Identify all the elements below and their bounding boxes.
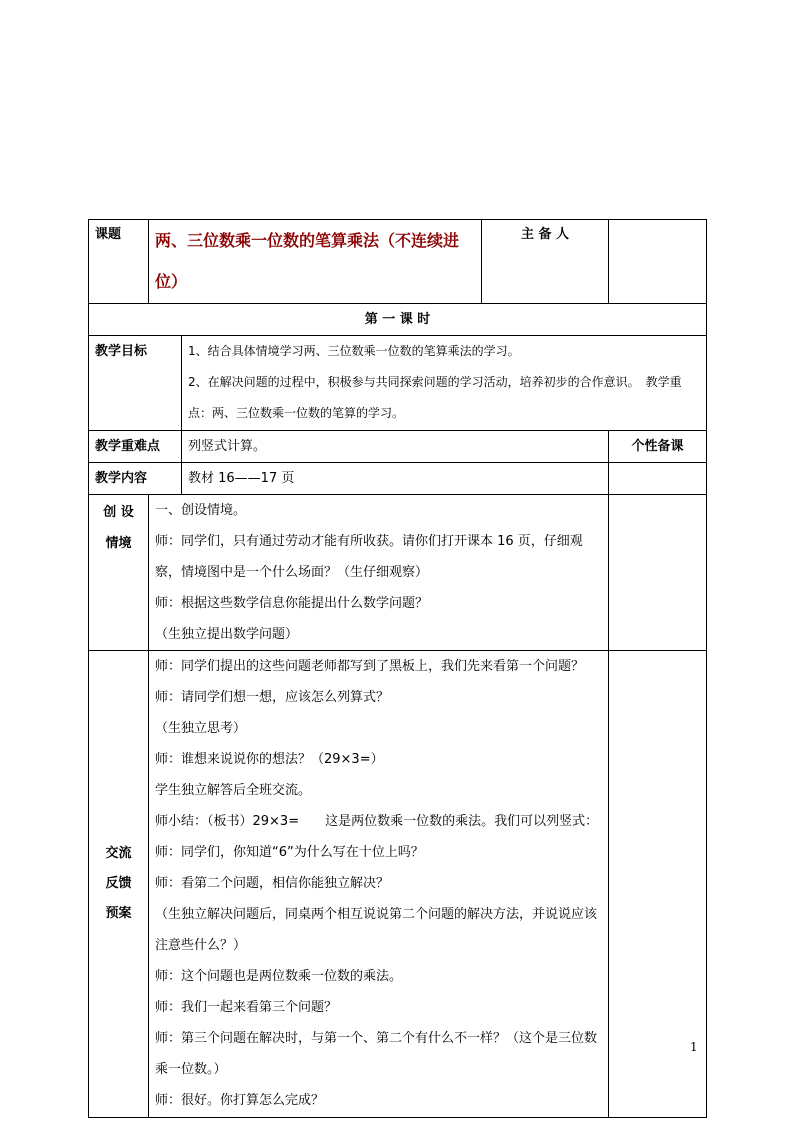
section2-line: 师：同学们提出的这些问题老师都写到了黑板上，我们先来看第一个问题？: [155, 659, 585, 674]
section2-line: 师：很好。你打算怎么完成？: [155, 1093, 325, 1108]
section1-line: 师：同学们，只有通过劳动才能有所收获。请你们打开课本 16 页，仔细观察，情境图中是一个什么场面？（生仔细观察）: [155, 534, 583, 580]
difficulty-value: 列竖式计算。: [182, 431, 609, 463]
content-label: 教学内容: [89, 463, 182, 495]
topic-title: 两、三位数乘一位数的笔算乘法（不连续进位）: [149, 220, 482, 304]
section2-label: [89, 651, 149, 1118]
objectives-label: 教学目标: [89, 336, 182, 431]
section2-label-2: 反馈: [105, 876, 132, 891]
section2-line: 师：同学们，你知道“6”为什么写在十位上吗？: [155, 845, 424, 860]
content-value: 教材 16——17 页: [182, 463, 609, 495]
preparer-label: 主 备 人: [482, 220, 609, 304]
lesson-row: [89, 304, 707, 336]
section2-line: 师：这个问题也是两位数乘一位数的乘法。: [155, 969, 403, 984]
section1-row: [89, 495, 707, 651]
section2-line: （生独立思考）: [155, 721, 247, 736]
content-side: [609, 463, 707, 495]
objective-1: 1、结合具体情境学习两、三位数乘一位数的笔算乘法的学习。: [188, 344, 520, 358]
lesson-plan-table: [88, 219, 707, 1118]
personal-prep-label: 个性备课: [609, 431, 707, 463]
section2-label-1: 交流: [105, 846, 132, 861]
content-row: [89, 463, 707, 495]
section2-row: [89, 651, 707, 1118]
objective-2: 2、在解决问题的过程中，积极参与共同探索问题的学习活动，培养初步的合作意识。 教学重点：两、三位数乘一位数的笔算的学习。: [188, 375, 682, 420]
section1-label-2: 情境: [105, 536, 132, 551]
difficulty-row: [89, 431, 707, 463]
preparer-value: [609, 220, 707, 304]
section1-line: （生独立提出数学问题）: [155, 627, 299, 642]
section2-line: 师：谁想来说说你的想法？（29×3=）: [155, 752, 384, 767]
section2-line: （生独立解决问题后，同桌两个相互说说第二个问题的解决方法，并说说应该注意些什么？）: [155, 907, 598, 953]
topic-label: 课题: [89, 220, 149, 304]
section1-line: 师：根据这些数学信息你能提出什么数学问题？: [155, 596, 429, 611]
lesson-label: 第 一 课 时: [89, 304, 707, 336]
section1-body: [149, 495, 609, 651]
section1-label-1: 创 设: [103, 505, 134, 520]
section1-line: 一、创设情境。: [155, 503, 247, 518]
section2-line: 师：请同学们想一想，应该怎么列算式？: [155, 690, 390, 705]
section2-line: 师：看第二个问题，相信你能独立解决？: [155, 876, 390, 891]
section1-side: [609, 495, 707, 651]
section2-line: 学生独立解答后全班交流。: [155, 783, 312, 798]
difficulty-label: 教学重难点: [89, 431, 182, 463]
header-row: [89, 220, 707, 304]
section1-label: [89, 495, 149, 651]
section2-line: 师：我们一起来看第三个问题？: [155, 1000, 338, 1015]
section2-label-3: 预案: [105, 906, 132, 921]
section2-body: [149, 651, 609, 1118]
section2-line: 师小结：（板书）29×3= 这是两位数乘一位数的乘法。我们可以列竖式：: [155, 814, 599, 829]
page-number: 1: [690, 1040, 698, 1054]
section2-line: 师：第三个问题在解决时，与第一个、第二个有什么不一样？（这个是三位数乘一位数。）: [155, 1031, 598, 1077]
objectives-cell: [182, 336, 707, 431]
objectives-row: [89, 336, 707, 431]
